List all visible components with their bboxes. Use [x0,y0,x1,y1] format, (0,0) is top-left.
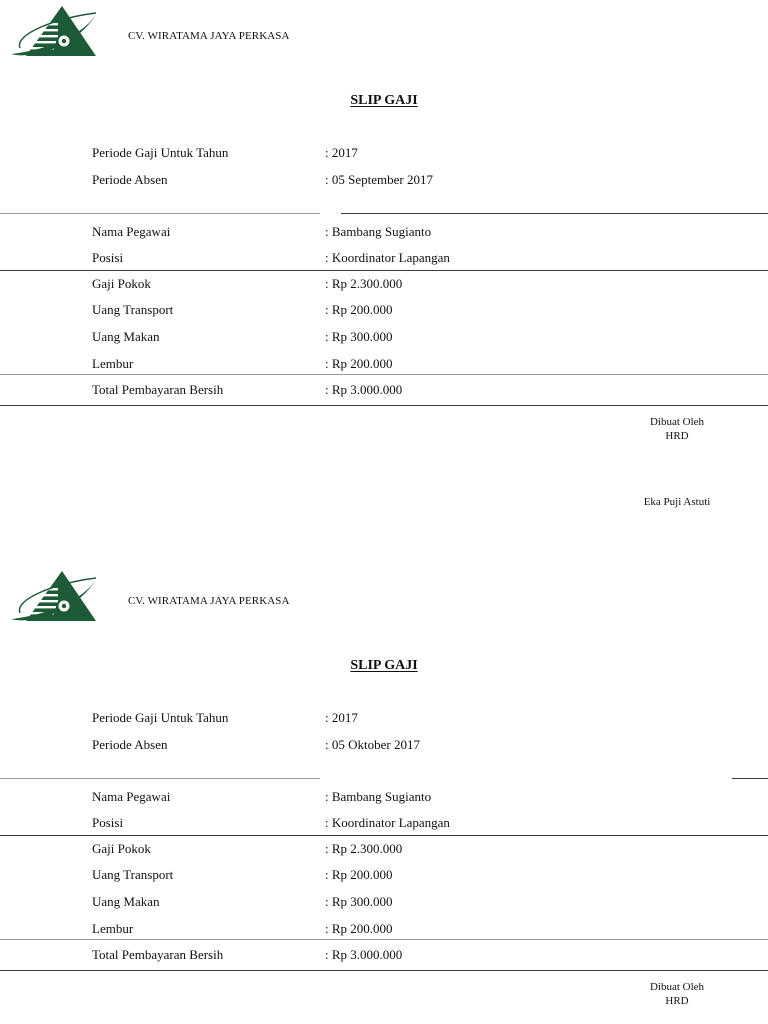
total-value: : Rp 3.000.000 [325,382,403,397]
divider [0,970,768,971]
employee-position-value: : Koordinator Lapangan [325,250,450,265]
period-year-row [0,710,768,726]
period-year-label: Periode Gaji Untuk Tahun [92,145,229,160]
total-label: Total Pembayaran Bersih [92,382,224,397]
divider [732,778,768,779]
divider [0,835,768,836]
employee-position-row [0,250,768,266]
company-name: CV. WIRATAMA JAYA PERKASA [128,30,290,42]
total-label: Total Pembayaran Bersih [92,947,224,962]
earning-row [0,356,768,372]
earning-value: : Rp 200.000 [325,302,393,317]
employee-name-label: Nama Pegawai [92,789,171,804]
divider [0,405,768,406]
signature-role: HRD [665,430,689,442]
signature-made-by: Dibuat Oleh [649,416,705,428]
company-logo-icon [10,4,98,58]
earning-label: Lembur [92,921,134,936]
earning-label: Lembur [92,356,134,371]
earning-value: : Rp 300.000 [325,329,393,344]
period-absence-row [0,737,768,753]
employee-name-value: : Bambang Sugianto [325,789,432,804]
employee-name-row [0,224,768,240]
earning-row [0,894,768,910]
period-year-label: Periode Gaji Untuk Tahun [92,710,229,725]
earning-row [0,921,768,937]
employee-name-label: Nama Pegawai [92,224,171,239]
earning-label: Gaji Pokok [92,841,151,856]
earning-row [0,329,768,345]
period-absence-value: : 05 September 2017 [325,172,433,187]
employee-position-label: Posisi [92,815,124,830]
earning-label: Gaji Pokok [92,276,151,291]
earning-row [0,302,768,318]
employee-position-value: : Koordinator Lapangan [325,815,450,830]
earning-value: : Rp 200.000 [325,921,393,936]
employee-position-label: Posisi [92,250,124,265]
period-year-value: : 2017 [325,145,358,160]
earning-label: Uang Transport [92,302,174,317]
total-row [0,382,768,398]
company-name: CV. WIRATAMA JAYA PERKASA [128,595,290,607]
period-year-value: : 2017 [325,710,358,725]
period-year-row [0,145,768,161]
earning-label: Uang Transport [92,867,174,882]
total-row [0,947,768,963]
signature-role: HRD [665,995,689,1007]
earning-row [0,841,768,857]
company-logo [10,569,98,623]
signature-made-by: Dibuat Oleh [649,981,705,993]
signature-name: Eka Puji Astuti [643,496,711,508]
company-logo-icon [10,569,98,623]
earning-value: : Rp 200.000 [325,356,393,371]
company-logo [10,4,98,58]
period-absence-label: Periode Absen [92,172,168,187]
divider [0,270,768,271]
slip-title: SLIP GAJI [350,93,418,108]
earning-value: : Rp 2.300.000 [325,276,403,291]
employee-position-row [0,815,768,831]
earning-value: : Rp 200.000 [325,867,393,882]
divider [341,213,768,214]
divider [0,374,768,375]
divider [0,213,320,214]
earning-row [0,867,768,883]
earning-label: Uang Makan [92,894,160,909]
divider [0,778,320,779]
divider [0,939,768,940]
slip-title: SLIP GAJI [350,658,418,673]
period-absence-label: Periode Absen [92,737,168,752]
employee-name-row [0,789,768,805]
period-absence-row [0,172,768,188]
earning-value: : Rp 300.000 [325,894,393,909]
total-value: : Rp 3.000.000 [325,947,403,962]
earning-row [0,276,768,292]
employee-name-value: : Bambang Sugianto [325,224,432,239]
period-absence-value: : 05 Oktober 2017 [325,737,420,752]
earning-value: : Rp 2.300.000 [325,841,403,856]
earning-label: Uang Makan [92,329,160,344]
payslip-oktober [0,565,768,1024]
